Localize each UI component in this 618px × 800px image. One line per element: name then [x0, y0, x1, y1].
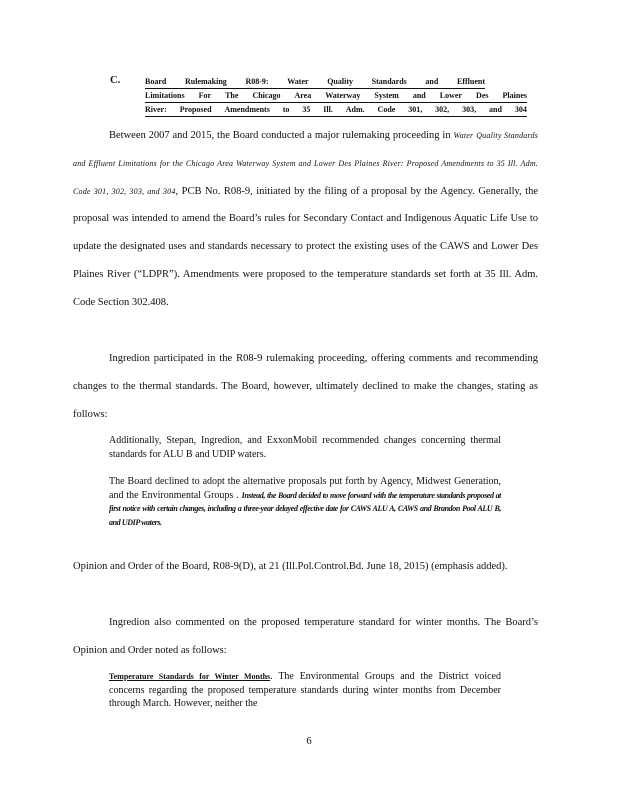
section-heading-word: Quality: [327, 77, 353, 86]
block-quote-2: [109, 670, 501, 711]
section-heading-word: Limitations: [145, 91, 185, 100]
section-heading-line-3: [145, 103, 527, 117]
section-heading-word: and: [412, 91, 426, 100]
paragraph-1-italic-1: Water: [453, 131, 474, 140]
section-heading-word: Water: [287, 77, 309, 86]
section-heading-word: Lower: [439, 91, 463, 100]
section-heading-word: The: [225, 91, 239, 100]
section-heading-word: and: [425, 77, 439, 86]
section-heading-word: System: [374, 91, 399, 100]
paragraph-3: Ingredion also commented on the proposed temperature standard for winter months. The Board’s Opinion and Order noted as follows:: [73, 617, 538, 656]
section-heading-word: 304: [514, 105, 527, 114]
paragraph-2: Ingredion participated in the R08-9 rulemaking proceeding, offering comments and recommending changes to the thermal standards. The Board, however, ultimately declined to make the changes, stating as follows:: [73, 353, 538, 420]
section-heading-word: Plaines: [502, 91, 527, 100]
section-heading-word: Rulemaking: [185, 77, 227, 86]
block-quote-1-lead: The Board declined to adopt the alternative proposals put forth by Agency, Midwest Generation, and the Environmental Groups .: [109, 476, 501, 501]
paragraph-1: [73, 122, 538, 317]
section-letter: C.: [110, 75, 121, 86]
section-heading-word: Amendments: [224, 105, 270, 114]
section-heading-word: Proposed: [179, 105, 212, 114]
section-heading-word: Board: [145, 77, 167, 86]
section-heading-word: Waterway: [325, 91, 361, 100]
section-heading-word: River:: [145, 105, 167, 114]
block-quote-1-paragraph-2: [109, 475, 501, 529]
section-heading-word: R08-9:: [245, 77, 269, 86]
section-heading-word: to: [282, 105, 290, 114]
section-heading-word: Standards: [371, 77, 407, 86]
section-heading-word: 302,: [435, 105, 450, 114]
section-heading-word: Effluent: [456, 77, 485, 86]
section-heading-word: Ill.: [323, 105, 333, 114]
section-heading-word: Adm.: [345, 105, 365, 114]
section-heading-word: For: [198, 91, 212, 100]
paragraph-1-lead: Between 2007 and 2015, the Board conducted a major rulemaking proceeding in: [109, 130, 451, 141]
section-heading-word: Des: [476, 91, 489, 100]
section-heading-word: 35: [302, 105, 311, 114]
paragraph-1-rest: , PCB No. R08-9, initiated by the filing of a proposal by the Agency. Generally, the proposal was intended to amend the Board’s rules for Secondary Contact and Indigenous Aquatic Life Use to update the designated uses and standards necessary to protect the existing uses of the CAWS and Lower Des Plaines River (“LDPR”). Amendments were proposed to the temperature standards set forth at 35 Ill. Adm. Code Section 302.408.: [73, 185, 538, 308]
section-heading-word: Code: [377, 105, 396, 114]
block-quote-2-heading: Temperature Standards for Winter Months: [109, 672, 271, 681]
section-heading-line-1: [145, 75, 485, 89]
paragraph-1-italic-2: Quality Standards and Effluent Limitations for the Chicago Area Waterway System and Lower Des Plaines River: Proposed Amendments to 35 Ill. Adm. Code 301, 302, 303, and 304: [73, 131, 539, 196]
section-heading-word: Area: [294, 91, 312, 100]
block-quote-1-paragraph-1: Additionally, Stepan, Ingredion, and ExxonMobil recommended changes concerning thermal standards for ALU B and UDIP waters.: [109, 435, 501, 460]
section-heading-line-2: [145, 89, 527, 103]
block-quote-2-text: . The Environmental Groups and the District voiced concerns regarding the proposed temperature standards during winter months from December through March. However, neither the: [109, 671, 501, 709]
page-number: 6: [306, 736, 312, 747]
section-heading-word: 301,: [408, 105, 423, 114]
section-heading-word: and: [489, 105, 502, 114]
block-quote-1-emphasis: Instead, the Board decided to move forward with the temperature standards proposed at first notice with certain changes, including a three-year delayed effective date for CAWS ALU A, CAWS and Brandon Pool ALU B, and UDIP waters.: [109, 490, 502, 527]
section-heading: [145, 75, 527, 117]
section-heading-word: 303,: [462, 105, 477, 114]
section-heading-word: Chicago: [252, 91, 281, 100]
block-quote-1: [109, 434, 501, 529]
citation: Opinion and Order of the Board, R08-9(D), at 21 (Ill.Pol.Control.Bd. June 18, 2015) (emphasis added).: [73, 561, 508, 572]
